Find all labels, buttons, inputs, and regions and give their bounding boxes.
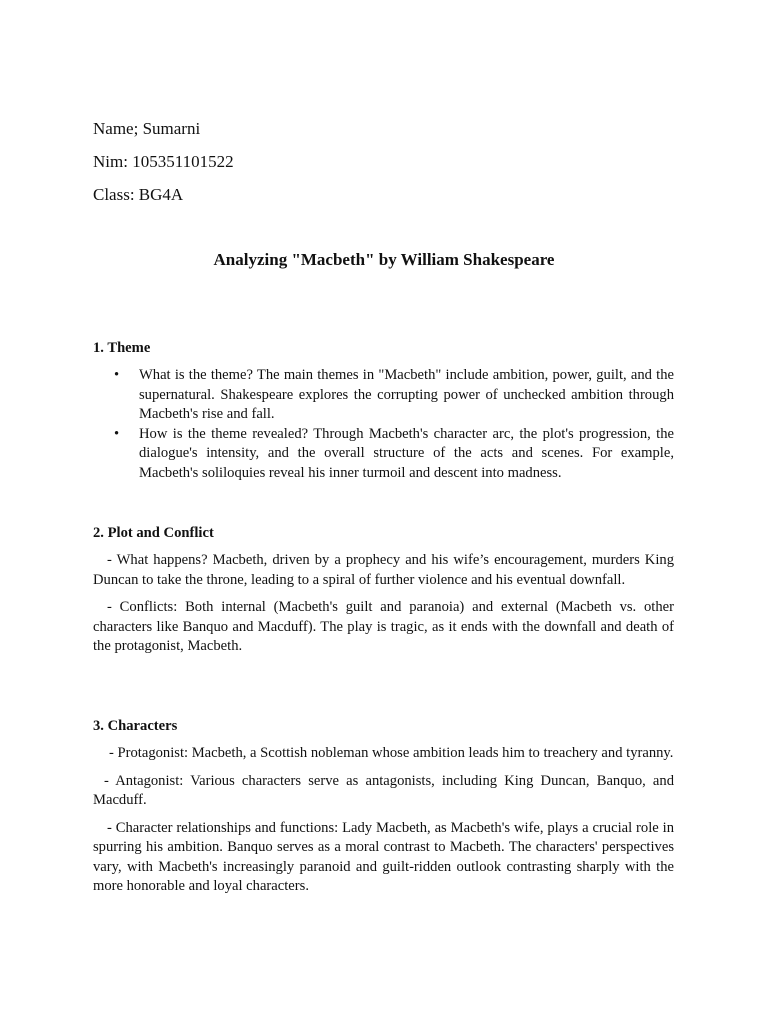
protagonist-paragraph: - Protagonist: Macbeth, a Scottish nobleman whose ambition leads him to treachery and tyranny.	[109, 745, 674, 761]
plot-paragraph: - What happens? Macbeth, driven by a prophecy and his wife’s encouragement, murders King Duncan to take the throne, leading to a spiral of further violence and his eventual downfall.	[93, 552, 674, 588]
section-heading-characters: 3. Characters	[93, 718, 178, 734]
antagonist-paragraph: - Antagonist: Various characters serve as antagonists, including King Duncan, Banquo, and Macduff.	[93, 772, 674, 808]
section-plot-and-conflict	[93, 523, 674, 657]
section-characters	[93, 716, 674, 897]
bullet-icon: •	[114, 367, 120, 383]
student-name: Name; Sumarni	[93, 119, 201, 138]
student-class: Class: BG4A	[93, 185, 184, 204]
list-item	[93, 366, 674, 425]
bullet-icon: •	[114, 425, 120, 442]
relationships-paragraph: - Character relationships and functions: Lady Macbeth, as Macbeth's wife, plays a crucial role in spurring his ambition. Banquo serves as a moral contrast to Macbeth. The characters' perspectives vary, with Macbeth's increasingly paranoid and guilt-ridden outlook contrasting sharply with the more honorable and loyal characters.	[93, 819, 674, 894]
theme-bullet-text: What is the theme? The main themes in "Macbeth" include ambition, power, guilt, and the supernatural. Shakespeare explores the corrupting power of unchecked ambition through Macbeth's rise and fall.	[139, 367, 674, 422]
section-heading-theme: 1. Theme	[93, 340, 151, 356]
student-nim: Nim: 105351101522	[93, 152, 234, 171]
document-title: Analyzing "Macbeth" by William Shakespeare	[213, 250, 555, 269]
list-item	[93, 425, 674, 484]
conflict-paragraph: - Conflicts: Both internal (Macbeth's guilt and paranoia) and external (Macbeth vs. other characters like Banquo and Macduff). The play is tragic, as it ends with the downfall and death of the protagonist, Macbeth.	[93, 599, 674, 654]
section-heading-plot: 2. Plot and Conflict	[93, 525, 214, 541]
theme-bullet-list	[93, 366, 674, 483]
student-info	[93, 117, 234, 216]
theme-bullet-text: How is the theme revealed? Through Macbeth's character arc, the plot's progression, the dialogue's intensity, and the overall structure of the acts and scenes. For example, Macbeth's soliloquies reveal his inner turmoil and descent into madness.	[139, 425, 674, 481]
section-theme	[93, 338, 674, 483]
